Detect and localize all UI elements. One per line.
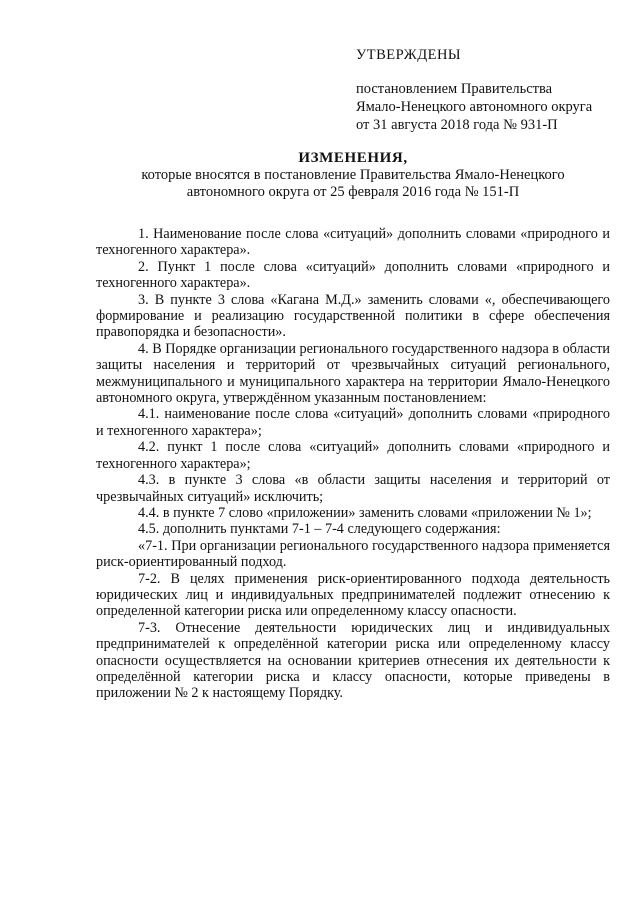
paragraph-4-4: 4.4. в пункте 7 слово «приложении» заменить словами «приложении № 1»; (138, 504, 592, 521)
approval-line-3: от 31 августа 2018 года № 931-П (356, 117, 558, 133)
paragraph-3: 3. В пункте 3 слова «Кагана М.Д.» заменить словами «, обеспечивающего формирование и реализацию государственной политики в сфере обеспечения правопорядка и безопасности». (96, 291, 610, 341)
paragraph-4-2: 4.2. пункт 1 после слова «ситуаций» дополнить словами «природного и техногенного характера»; (96, 439, 610, 472)
approval-line-2: Ямало-Ненецкого автономного округа (356, 99, 593, 115)
paragraph-1: 1. Наименование после слова «ситуаций» дополнить словами «природного и техногенного характера». (96, 226, 610, 259)
paragraph-7-1: «7-1. При организации регионального государственного надзора применяется риск-ориентированный подход. (96, 537, 610, 571)
document-subtitle-line-2: автономного округа от 25 февраля 2016 года № 151-П (186, 184, 520, 200)
paragraph-4-5: 4.5. дополнить пунктами 7-1 – 7-4 следующего содержания: (138, 521, 501, 538)
paragraph-7-3: 7-3. Отнесение деятельности юридических лиц и индивидуальных предпринимателей к определённой категории риска или определенному классу опасности осуществляется на основании критериев отнесения их деятельности к определённой категории риска и классу опасности, которые приведены в приложении № 2 к настоящему Порядку. (96, 619, 610, 702)
paragraph-2: 2. Пункт 1 после слова «ситуаций» дополнить словами «природного и техногенного характера». (96, 258, 610, 292)
paragraph-4: 4. В Порядке организации регионального государственного надзора в области защиты населения и территорий от чрезвычайных ситуаций регионального, межмуниципального и муниципального характера на территории Ямало-Ненецкого автономного округа, утверждённом указанным постановлением: (96, 340, 610, 407)
document-title: ИЗМЕНЕНИЯ, (298, 150, 408, 166)
approval-heading: УТВЕРЖДЕНЫ (356, 47, 462, 63)
paragraph-7-2: 7-2. В целях применения риск-ориентированного подхода деятельность юридических лиц и индивидуальных предпринимателей подлежит отнесению к определенной категории риска или определенному классу опасности. (96, 570, 610, 620)
approval-line-1: постановлением Правительства (356, 81, 553, 97)
approval-block (356, 46, 616, 134)
paragraph-4-3: 4.3. в пункте 3 слова «в области защиты населения и территорий от чрезвычайных ситуаций» исключить; (96, 472, 610, 505)
document-subtitle-line-1: которые вносятся в постановление Правительства Ямало-Ненецкого (141, 167, 565, 183)
document-body (96, 226, 610, 702)
paragraph-4-1: 4.1. наименование после слова «ситуаций» дополнить словами «природного и техногенного характера»; (96, 406, 610, 439)
document-title-block (96, 150, 610, 201)
